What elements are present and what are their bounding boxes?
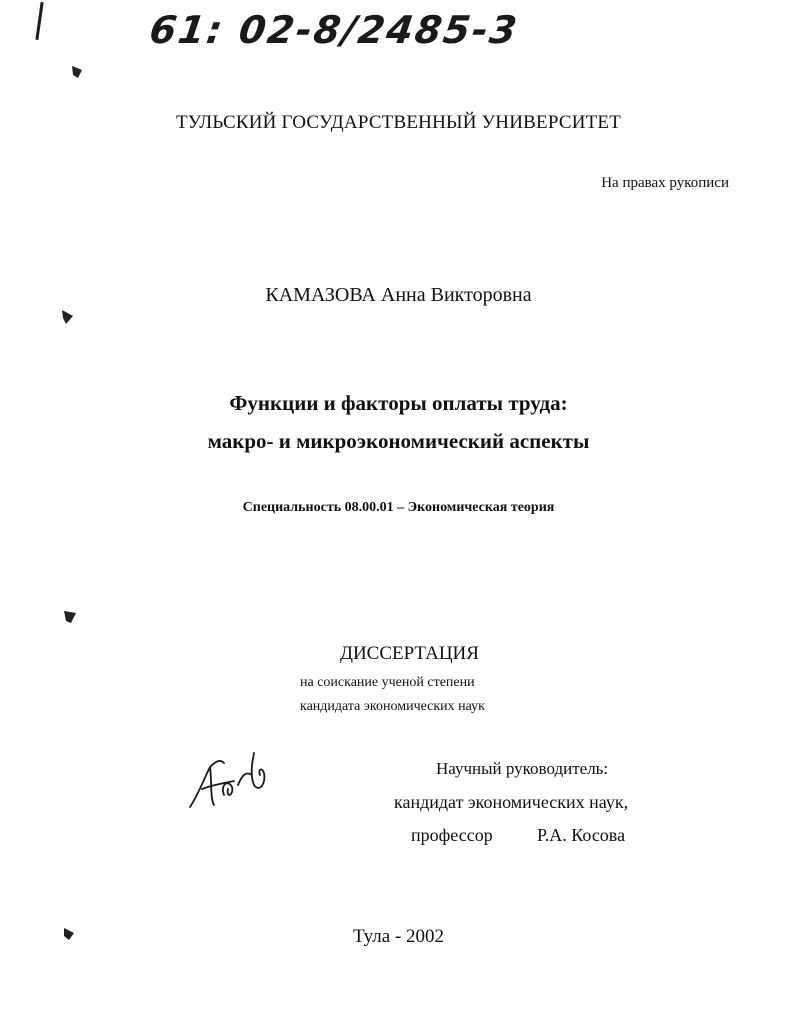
- university-name: ТУЛЬСКИЙ ГОСУДАРСТВЕННЫЙ УНИВЕРСИТЕТ: [175, 112, 622, 133]
- margin-punch-mark: [70, 64, 84, 80]
- catalog-number: 61: 02-8/2485-3: [146, 8, 522, 52]
- margin-pen-stroke: [35, 2, 43, 40]
- advisor-rank: профессор: [411, 825, 493, 845]
- author-name: КАМАЗОВА Анна Викторовна: [265, 284, 532, 306]
- margin-punch-mark: [62, 608, 78, 626]
- degree-line-2: кандидата экономических наук: [300, 699, 485, 714]
- document-type: ДИССЕРТАЦИЯ: [340, 643, 479, 664]
- dissertation-title-line-2: макро- и микроэкономический аспекты: [207, 429, 590, 453]
- specialty: Специальность 08.00.01 – Экономическая теория: [242, 500, 555, 515]
- dissertation-title-line-1: Функции и факторы оплаты труда:: [229, 391, 568, 415]
- city-year: Тула - 2002: [352, 926, 445, 947]
- advisor-label: Научный руководитель:: [436, 759, 609, 778]
- handwritten-signature: [180, 745, 280, 825]
- advisor-degree: кандидат экономических наук,: [394, 792, 629, 812]
- advisor-name: Р.А. Косова: [537, 825, 626, 845]
- margin-punch-mark: [60, 308, 76, 326]
- manuscript-note: На правах рукописи: [601, 175, 729, 191]
- degree-line-1: на соискание ученой степени: [300, 675, 475, 690]
